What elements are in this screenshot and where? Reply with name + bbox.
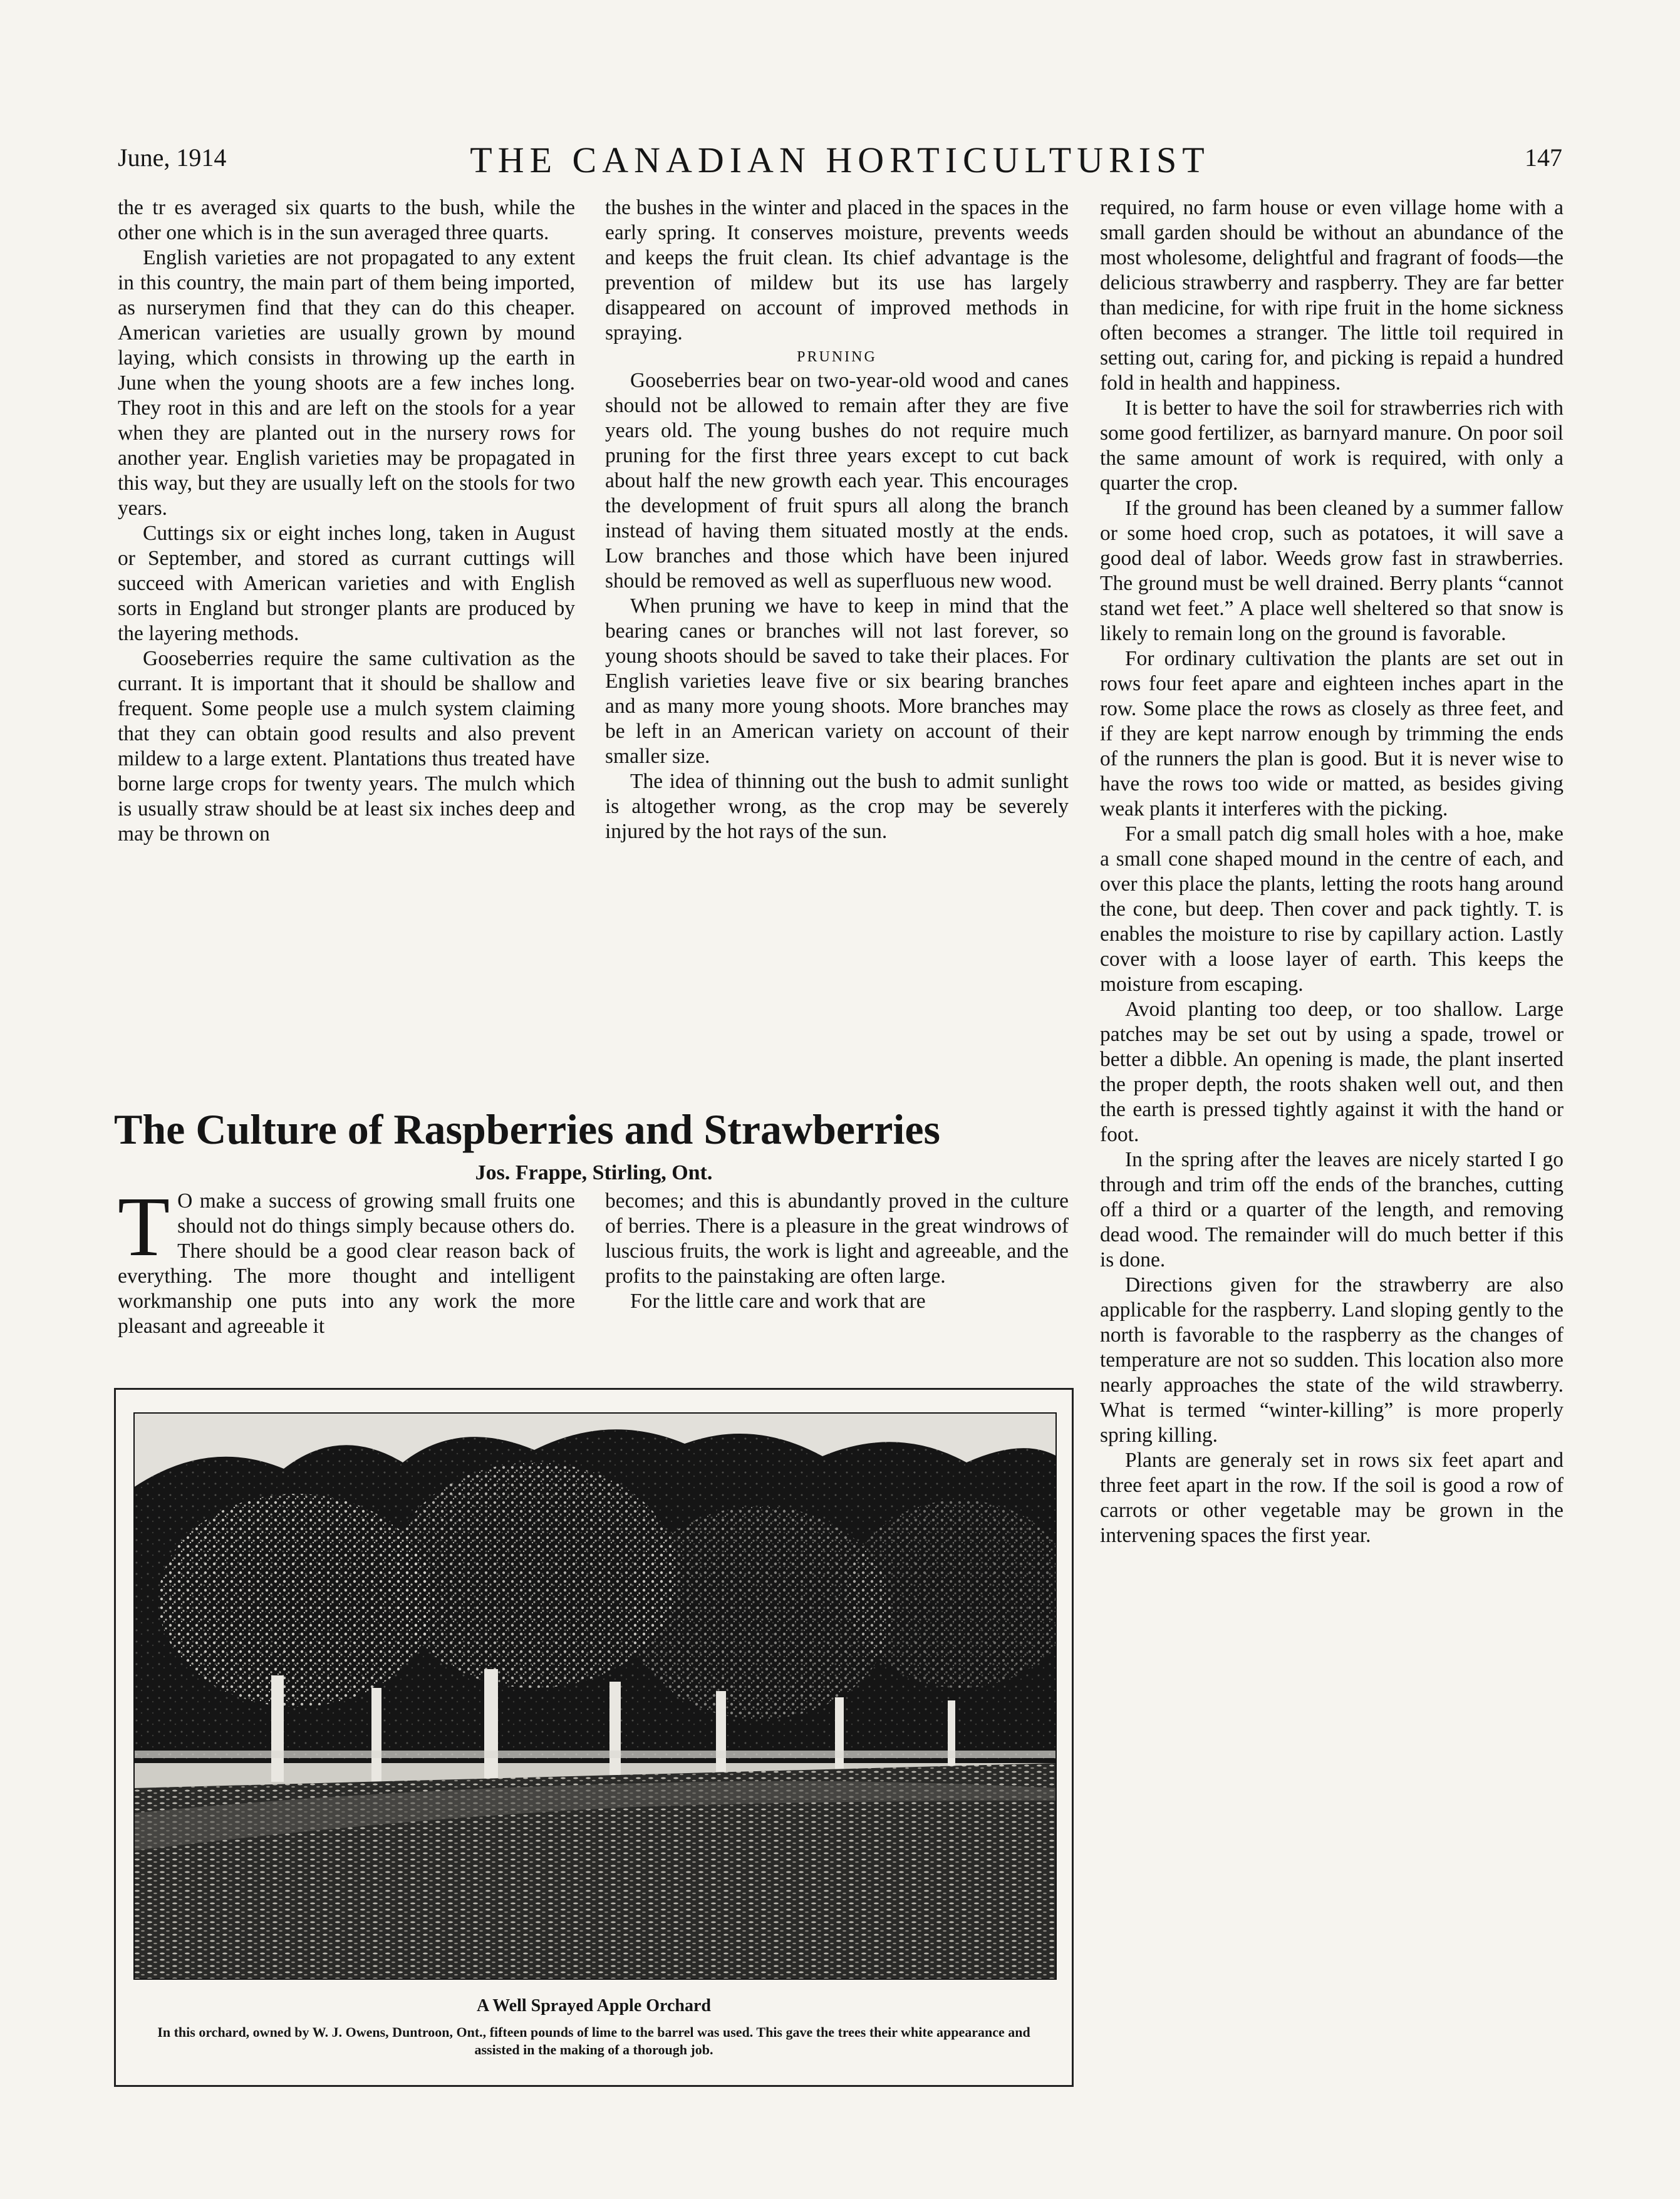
paragraph: the bushes in the winter and placed in the spaces in the early spring. It conserves moisture, prevents weeds and keeps the fruit clean. Its chief advantage is the prevention of mildew but its use has largely disappeared on account of improved methods in spraying.	[605, 196, 1069, 344]
paragraph: Gooseberries bear on two-year-old wood and canes should not be allowed to remain after they are five years old. The young bushes do not require much pruning for the first three years except to cut back about half the new growth each year. This encourages the development of fruit spurs all along the branch instead of having them situated mostly at the ends. Low branches and those which have been injured should be removed as well as superfluous new wood.	[605, 369, 1069, 592]
article-column-2	[605, 1189, 1069, 1314]
orchard-photo-illustration	[133, 1412, 1057, 1980]
paragraph: Avoid planting too deep, or too shallow. Large patches may be set out by using a spade, trowel or better a dibble. An opening is made, the plant inserted the proper depth, the roots shaken well out, and then the earth is pressed tightly against it with the hand or foot.	[1100, 998, 1563, 1146]
paragraph: Cuttings six or eight inches long, taken in August or September, and stored as currant cuttings will succeed with American varieties and with English sorts in England but stronger plants are produced by the layering methods.	[118, 522, 575, 645]
paragraph: When pruning we have to keep in mind that the bearing canes or branches will not last forever, so young shoots should be saved to take their places. For English varieties leave five or six bearing branches and as many more young shoots. More branches may be left in an American variety on account of their smaller size.	[605, 594, 1069, 768]
paragraph: English varieties are not propagated to any extent in this country, the main part of them being imported, as nurserymen find that they can do this cheaper. American varieties are usually grown by mound laying, which consists in throwing up the earth in June when the young shoots are a few inches long. They root in this and are left on the stools for a year when they are planted out in the nursery rows for another year. English varieties may be propagated in this way, but they are usually left on the stools for two years.	[118, 246, 575, 520]
paragraph: It is better to have the soil for strawberries rich with some good fertilizer, as barnyard manure. On poor soil the same amount of work is required, with only a quarter the crop.	[1100, 396, 1563, 495]
paragraph: O make a success of growing small fruits one should not do things simply because others do. There should be a good clear reason back of everything. The more thought and intelligent workmanship one puts into any work the more pleasant and agreeable it	[118, 1189, 575, 1338]
paragraph: Gooseberries require the same cultivation as the currant. It is important that it should be shallow and frequent. Some people use a mulch system claiming that they can obtain good results and also prevent mildew to a large extent. Plantations thus treated have borne large crops for twenty years. The mulch which is usually straw should be at least six inches deep and may be thrown on	[118, 647, 575, 846]
figure-caption-text: In this orchard, owned by W. J. Owens, Duntroon, Ont., fifteen pounds of lime to the barrel was used. This gave the trees their white appearance and assisted in the making of a thorough job.	[157, 2024, 1030, 2057]
paragraph: In the spring after the leaves are nicely started I go through and trim off the ends of the branches, cutting off a third or a quarter of the length, and removing dead wood. The remainder will do much better if this is done.	[1100, 1148, 1563, 1271]
paragraph: For a small patch dig small holes with a hoe, make a small cone shaped mound in the centre of each, and over this place the plants, letting the roots hang around the cone, but deep. Then cover and pack tightly. T. is enables the moisture to rise by capillary action. Lastly cover with a loose layer of earth. This keeps the moisture from escaping.	[1100, 822, 1563, 996]
page-number: 147	[1525, 143, 1562, 172]
paragraph: For the little care and work that are	[630, 1290, 926, 1313]
column-3	[1100, 195, 1563, 1548]
magazine-title: THE CANADIAN HORTICULTURIST	[470, 140, 1210, 180]
article-column-1	[118, 1180, 575, 1339]
paragraph: becomes; and this is abundantly proved in the culture of berries. There is a pleasure in the great windrows of luscious fruits, the work is light and agreeable, and the profits to the painstaking are often large.	[605, 1189, 1069, 1288]
issue-date: June, 1914	[118, 143, 227, 172]
figure-caption-title: A Well Sprayed Apple Orchard	[477, 1996, 711, 2015]
column-2	[605, 195, 1069, 844]
paragraph: If the ground has been cleaned by a summer fallow or some hoed crop, such as potatoes, it will save a good deal of labor. Weeds grow fast in strawberries. The ground must be well drained. Berry plants “cannot stand wet feet.” A place well sheltered so that snow is likely to remain long on the ground is favorable.	[1100, 497, 1563, 645]
paragraph: Plants are generaly set in rows six feet apart and three feet apart in the row. If the soil is good a row of carrots or other vegetable may be grown in the intervening spaces the first year.	[1100, 1449, 1563, 1547]
paragraph: the tr es averaged six quarts to the bush, while the other one which is in the sun averaged three quarts.	[118, 196, 575, 244]
orchard-photo	[133, 1412, 1057, 1980]
article-title: The Culture of Raspberries and Strawberries	[114, 1105, 940, 1153]
orchard-figure	[114, 1388, 1074, 2087]
column-1	[118, 195, 575, 847]
paragraph: required, no farm house or even village home with a small garden should be without an abundance of the most wholesome, delightful and fragrant of foods—the delicious strawberry and raspberry. They are far better than medicine, for with ripe fruit in the home sickness often becomes a stranger. The little toil required in setting out, caring for, and picking is repaid a hundred fold in health and happiness.	[1100, 196, 1563, 395]
drop-cap: T	[118, 1180, 170, 1274]
article-byline: Jos. Frappe, Stirling, Ont.	[475, 1161, 713, 1184]
paragraph: Directions given for the strawberry are also applicable for the raspberry. Land sloping gently to the north is favorable to the raspberry as the changes of temperature are not so sudden. This location also more nearly approaches the state of the wild strawberry. What is termed “winter-killing” is more properly spring killing.	[1100, 1273, 1563, 1447]
section-subheading: PRUNING	[797, 349, 877, 365]
paragraph: For ordinary cultivation the plants are set out in rows four feet apare and eighteen inches apart in the row. Some place the rows as closely as three feet, and if they are kept narrow enough by trimming the ends of the runners the plan is good. But it is never wise to have the rows too wide or matted, as besides giving weak plants it interferes with the picking.	[1100, 647, 1563, 820]
page-header	[118, 139, 1562, 187]
paragraph: The idea of thinning out the bush to admit sunlight is altogether wrong, as the crop may be severely injured by the hot rays of the sun.	[605, 770, 1069, 843]
